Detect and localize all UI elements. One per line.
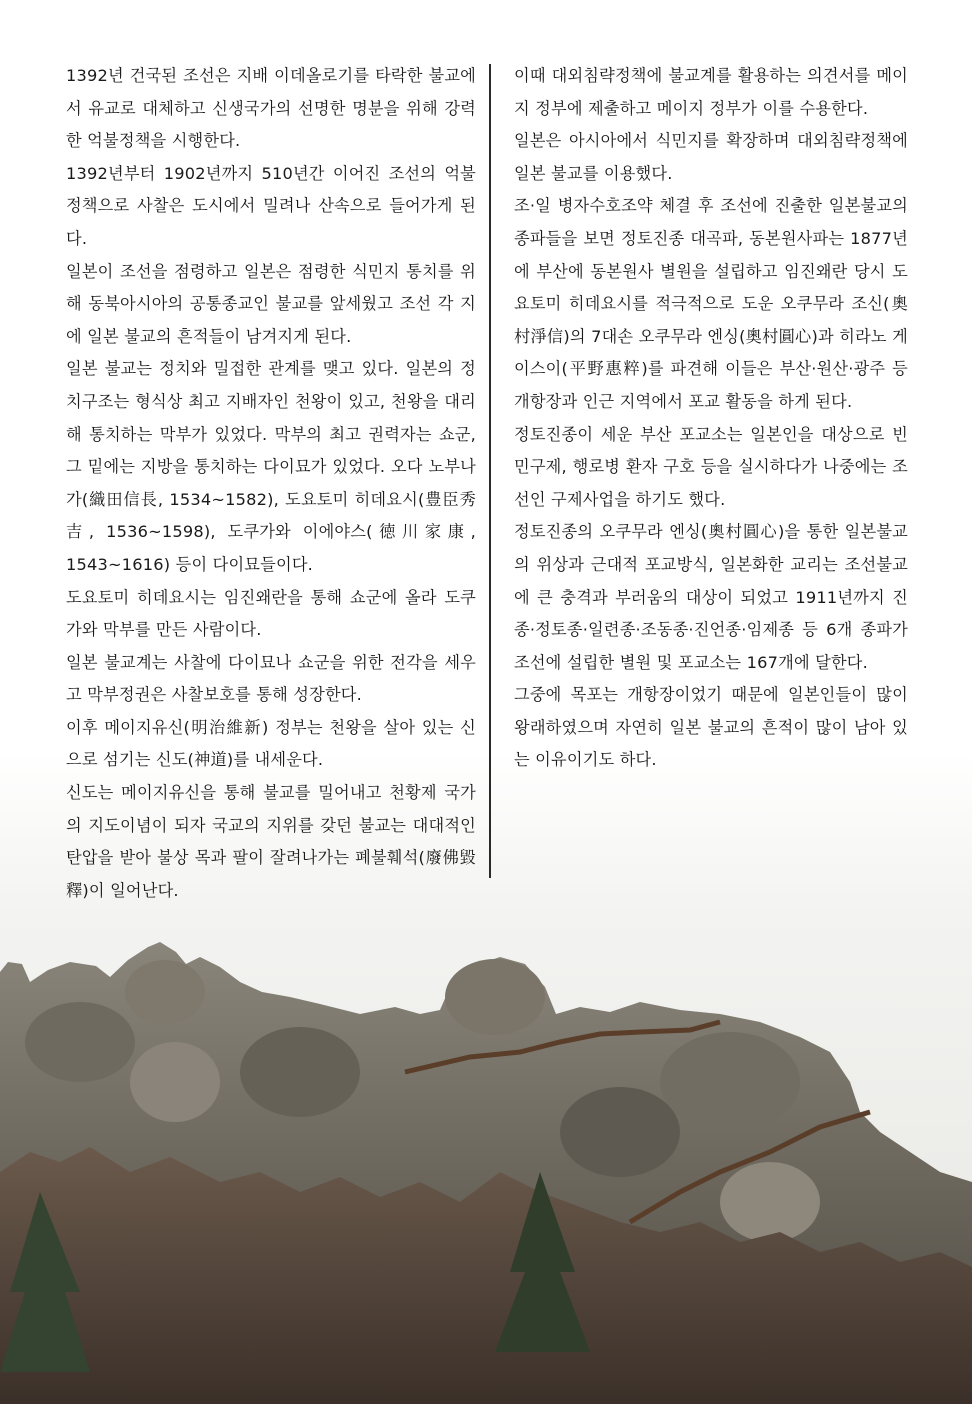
paragraph: 이후 메이지유신(明治維新) 정부는 천왕을 살아 있는 신으로 섬기는 신도(神道)를 내세운다. (66, 717, 476, 770)
paragraph: 이때 대외침략정책에 불교계를 활용하는 의견서를 메이지 정부에 제출하고 메이지 정부가 이를 수용한다. (514, 66, 908, 118)
boulder (130, 1042, 220, 1122)
paragraph: 신도는 메이지유신을 통해 불교를 밀어내고 천황제 국가의 지도이념이 되자 국교의 지위를 갖던 불교는 대대적인 탄압을 받아 불상 목과 팔이 잘려나가는 폐불훼석(廢佛毀釋)이 일어난다. (66, 783, 476, 900)
paragraph: 1392년부터 1902년까지 510년간 이어진 조선의 억불정책으로 사찰은 도시에서 밀려나 산속으로 들어가게 된다. (66, 163, 476, 248)
boulder (25, 1002, 135, 1082)
paragraph: 정토진종이 세운 부산 포교소는 일본인을 대상으로 빈민구제, 행로병 환자 구호 등을 실시하다가 나중에는 조선인 구제사업을 하기도 했다. (514, 424, 908, 509)
paragraph: 조·일 병자수호조약 체결 후 조선에 진출한 일본불교의 종파들을 보면 정토진종 대곡파, 동본원사파는 1877년에 부산에 동본원사 별원을 설립하고 임진왜란 당시 도요토미 히데요시를 적극적으로 도운 오쿠무라 조신(奧村淨信)의 7대손 오쿠무라 엔싱(奧村圓心)과 히라노 게이스이(平野惠粹)를 파견해 이들은 부산·원산·광주 등 개항장과 인근 지역에서 포교 활동을 하게 된다. (514, 196, 908, 411)
paragraph: 일본은 아시아에서 식민지를 확장하며 대외침략정책에 일본 불교를 이용했다. (514, 131, 908, 183)
right-text-column (514, 60, 908, 777)
paragraph: 도요토미 히데요시는 임진왜란을 통해 쇼군에 올라 도쿠가와 막부를 만든 사람이다. (66, 587, 476, 640)
paragraph: 정토진종의 오쿠무라 엔싱(奧村圓心)을 통한 일본불교의 위상과 근대적 포교방식, 일본화한 교리는 조선불교에 큰 충격과 부러움의 대상이 되었고 1911년까지 진종·정토종·일련종·조동종·진언종·임제종 등 6개 종파가 조선에 설립한 별원 및 포교소는 167개에 달한다. (514, 522, 908, 672)
left-text-column (66, 60, 476, 907)
paragraph: 일본 불교는 정치와 밀접한 관계를 맺고 있다. 일본의 정치구조는 형식상 최고 지배자인 천왕이 있고, 천왕을 대리해 통치하는 막부가 있었다. 막부의 최고 권력자는 쇼군, 그 밑에는 지방을 통치하는 다이묘가 있었다. 오다 노부나가(織田信長, 1534~1582), 도요토미 히데요시(豊臣秀吉, 1536~1598), 도쿠가와 이에야스(徳川家康, 1543~1616) 등이 다이묘들이다. (66, 359, 476, 574)
boulder (720, 1162, 820, 1242)
paragraph: 일본 불교계는 사찰에 다이묘나 쇼군을 위한 전각을 세우고 막부정권은 사찰보호를 통해 성장한다. (66, 652, 476, 705)
paragraph: 그중에 목포는 개항장이었기 때문에 일본인들이 많이 왕래하였으며 자연히 일본 불교의 흔적이 많이 남아 있는 이유이기도 하다. (514, 685, 908, 770)
boulder (560, 1087, 680, 1177)
boulder (445, 959, 545, 1035)
boulder (240, 1027, 360, 1117)
column-divider (489, 64, 491, 878)
boulder (660, 1032, 800, 1132)
paragraph: 1392년 건국된 조선은 지배 이데올로기를 타락한 불교에서 유교로 대체하고 신생국가의 선명한 명분을 위해 강력한 억불정책을 시행한다. (66, 66, 476, 151)
paragraph: 일본이 조선을 점령하고 일본은 점령한 식민지 통치를 위해 동북아시아의 공통종교인 불교를 앞세웠고 조선 각 지에 일본 불교의 흔적들이 남겨지게 된다. (66, 261, 476, 346)
boulder (125, 960, 205, 1024)
